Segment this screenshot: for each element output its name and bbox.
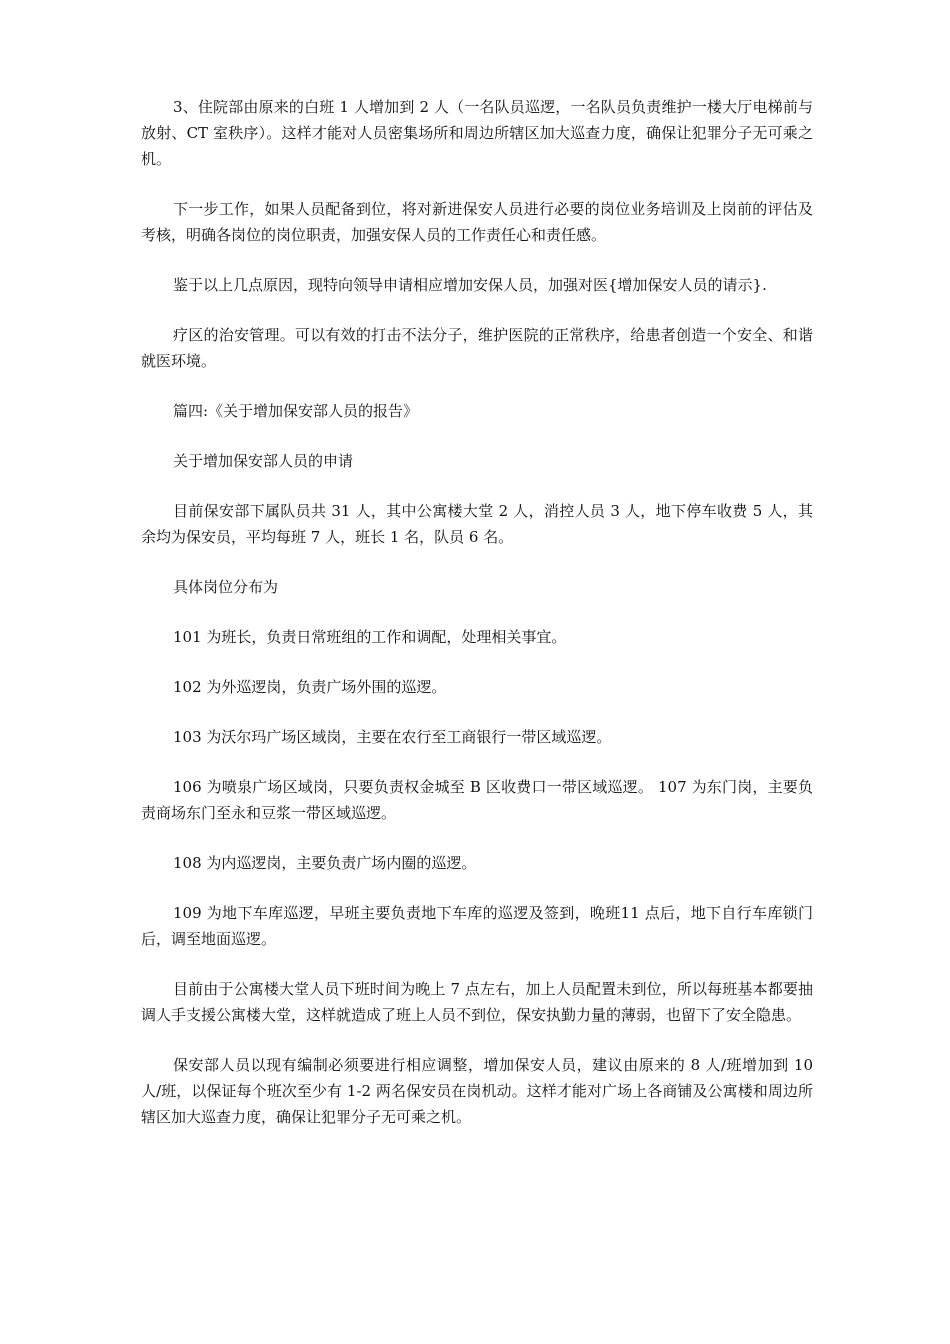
post-106-107: 106 为喷泉广场区域岗，只要负责权金城至 B 区收费口一带区域巡逻。 107 为东门岗，主要负责商场东门至永和豆浆一带区域巡逻。 [141,778,813,822]
document-body [141,94,813,1154]
paragraph-current-staff: 目前保安部下属队员共 31 人，其中公寓楼大堂 2 人，消控人员 3 人，地下停车收费 5 人，其余均为保安员，平均每班 7 人，班长 1 名，队员 6 名。 [141,502,813,546]
paragraph-post-distribution-label: 具体岗位分布为 [173,578,279,596]
paragraph-staffing-adjustment: 保安部人员以现有编制必须要进行相应调整，增加保安人员，建议由原来的 8 人/班增加到 10 人/班，以保证每个班次至少有 1-2 两名保安员在岗机动。这样才能对广场上各商铺及公寓楼和周边所辖区加大巡查力度，确保让犯罪分子无可乘之机。 [141,1056,813,1126]
paragraph-staffing-problem: 目前由于公寓楼大堂人员下班时间为晚上 7 点左右，加上人员配置未到位，所以每班基本都要抽调人手支援公寓楼大堂，这样就造成了班上人员不到位，保安执勤力量的薄弱，也留下了安全隐患。 [141,980,813,1024]
post-109: 109 为地下车库巡逻，早班主要负责地下车库的巡逻及签到，晚班11 点后，地下自行车库锁门后，调至地面巡逻。 [141,904,813,948]
application-title: 关于增加保安部人员的申请 [173,452,354,470]
post-102: 102 为外巡逻岗，负责广场外围的巡逻。 [173,678,447,696]
post-101: 101 为班长，负责日常班组的工作和调配，处理相关事宜。 [173,628,567,646]
paragraph-request-reason: 鉴于以上几点原因，现特向领导申请相应增加安保人员，加强对医{增加保安人员的请示}. [173,276,767,294]
post-108: 108 为内巡逻岗，主要负责广场内圈的巡逻。 [173,854,477,872]
post-103: 103 为沃尔玛广场区域岗，主要在农行至工商银行一带区域巡逻。 [173,728,612,746]
paragraph-security-management: 疗区的治安管理。可以有效的打击不法分子，维护医院的正常秩序，给患者创造一个安全、和谐就医环境。 [141,326,813,370]
paragraph-next-steps: 下一步工作，如果人员配备到位，将对新进保安人员进行必要的岗位业务培训及上岗前的评估及考核，明确各岗位的岗位职责，加强安保人员的工作责任心和责任感。 [141,200,813,244]
section-heading-part-four: 篇四:《关于增加保安部人员的报告》 [173,402,419,420]
paragraph-inpatient-staffing: 3、住院部由原来的白班 1 人增加到 2 人（一名队员巡逻，一名队员负责维护一楼大厅电梯前与放射、CT 室秩序）。这样才能对人员密集场所和周边所辖区加大巡查力度，确保让犯罪分子无可乘之机。 [141,98,813,168]
